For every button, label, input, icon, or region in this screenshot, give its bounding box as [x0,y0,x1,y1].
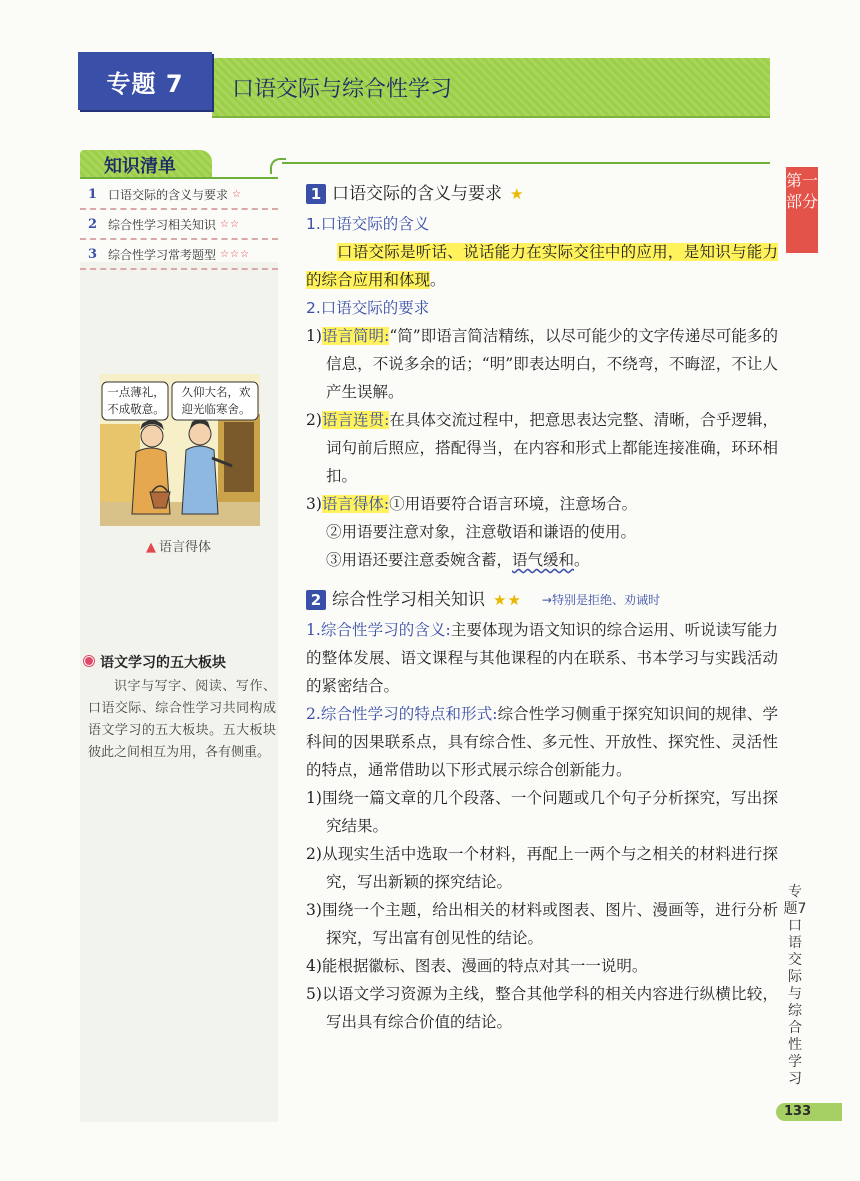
triangle-icon: ▲ [146,540,156,555]
star-icon: ★★ [493,591,522,609]
requirement-subitem: ②用语要注意对象，注意敬语和谦语的使用。 [326,523,637,541]
form-item: 4)能根据徽标、图表、漫画的特点对其一一说明。 [306,957,648,975]
concept-paragraph: 1.综合性学习的含义:主要体现为语文知识的综合运用、听说读写能力的整体发展、语文课程与其他课程的内在联系、书本学习与实践活动的紧密结合。 [306,621,778,695]
star-icon: ★ [510,185,525,203]
requirement-item: 1)语言简明:“简”即语言简洁精练，以尽可能少的文字传递尽可能多的信息，不说多余的话；“明”即表达明白，不绕弯，不晦涩，不让人产生误解。 [306,327,778,401]
speech-bubble-left: 一点薄礼，不成敬意。 [107,385,165,416]
list-item: 3 综合性学习常考题型 ☆☆☆ [80,240,278,270]
bullet-dot-icon [84,656,94,666]
topic-vertical-label: 专题7 口语交际与综合性学习 [783,884,807,1087]
section-1-heading: 1 口语交际的含义与要求 ★ [306,180,778,208]
list-item: 1 口语交际的含义与要求 ☆ [80,180,278,210]
illustration-polite-greeting [100,374,260,526]
part-tab: 第一部分 [786,167,818,253]
sidebar-rule [80,177,278,179]
star-icon: ☆☆☆ [220,248,250,260]
rule-curve [270,158,286,174]
requirement-item: 3)语言得体:①用语要符合语言环境，注意场合。 [306,495,638,513]
concept-paragraph: 2.综合性学习的特点和形式:综合性学习侧重于探究知识间的规律、学科间的因果联系点，具有综合性、多元性、开放性、探究性、灵活性的特点，通常借助以下形式展示综合创新能力。 [306,705,778,779]
list-item: 2 综合性学习相关知识 ☆☆ [80,210,278,240]
page-title: 口语交际与综合性学习 [232,77,453,102]
star-icon: ☆☆ [220,218,240,230]
speech-bubble-right: 久仰大名，欢迎光临寒舍。 [181,385,251,416]
knowledge-list [80,180,278,270]
main-content [306,168,778,1036]
requirement-item: 2)语言连贯:在具体交流过程中，把意思表达完整、清晰，合乎逻辑，词句前后照应，搭配得当，在内容和形式上都能连接准确，环环相扣。 [306,411,778,485]
form-item: 2)从现实生活中选取一个材料，再配上一两个与之相关的材料进行探究，写出新颖的探究结论。 [306,845,778,891]
illustration-caption: ▲ 语言得体 [146,540,212,555]
requirement-subitem: ③用语还要注意委婉含蓄，语气缓和。 [326,551,590,569]
knowledge-list-tag: 知识清单 [80,150,212,178]
form-item: 1)围绕一篇文章的几个段落、一个问题或几个句子分析探究，写出探究结果。 [306,789,778,835]
main-rule [282,162,770,164]
note-title: 语文学习的五大板块 [84,652,226,672]
section-2-heading: 2 综合性学习相关知识 ★★ →特别是拒绝、劝诫时 [306,586,778,614]
subheading: 1.口语交际的含义 [306,215,430,233]
form-item: 5)以语文学习资源为主线，整合其他学科的相关内容进行纵横比较，写出具有综合价值的结论。 [306,985,778,1031]
subheading: 2.口语交际的要求 [306,299,430,317]
note-body: 识字与写字、阅读、写作、口语交际、综合性学习共同构成语文学习的五大板块。五大板块彼此之间相互为用，各有侧重。 [88,679,276,760]
handwritten-annotation: →特别是拒绝、劝诫时 [541,593,660,607]
star-icon: ☆ [232,188,242,200]
definition-paragraph: 口语交际是听话、说话能力在实际交往中的应用，是知识与能力的综合应用和体现。 [306,243,778,289]
topic-badge: 专题 7 [78,52,212,110]
form-item: 3)围绕一个主题，给出相关的材料或图表、图片、漫画等，进行分析探究，写出富有创见性的结论。 [306,901,778,947]
page-number: 133 [776,1103,842,1121]
